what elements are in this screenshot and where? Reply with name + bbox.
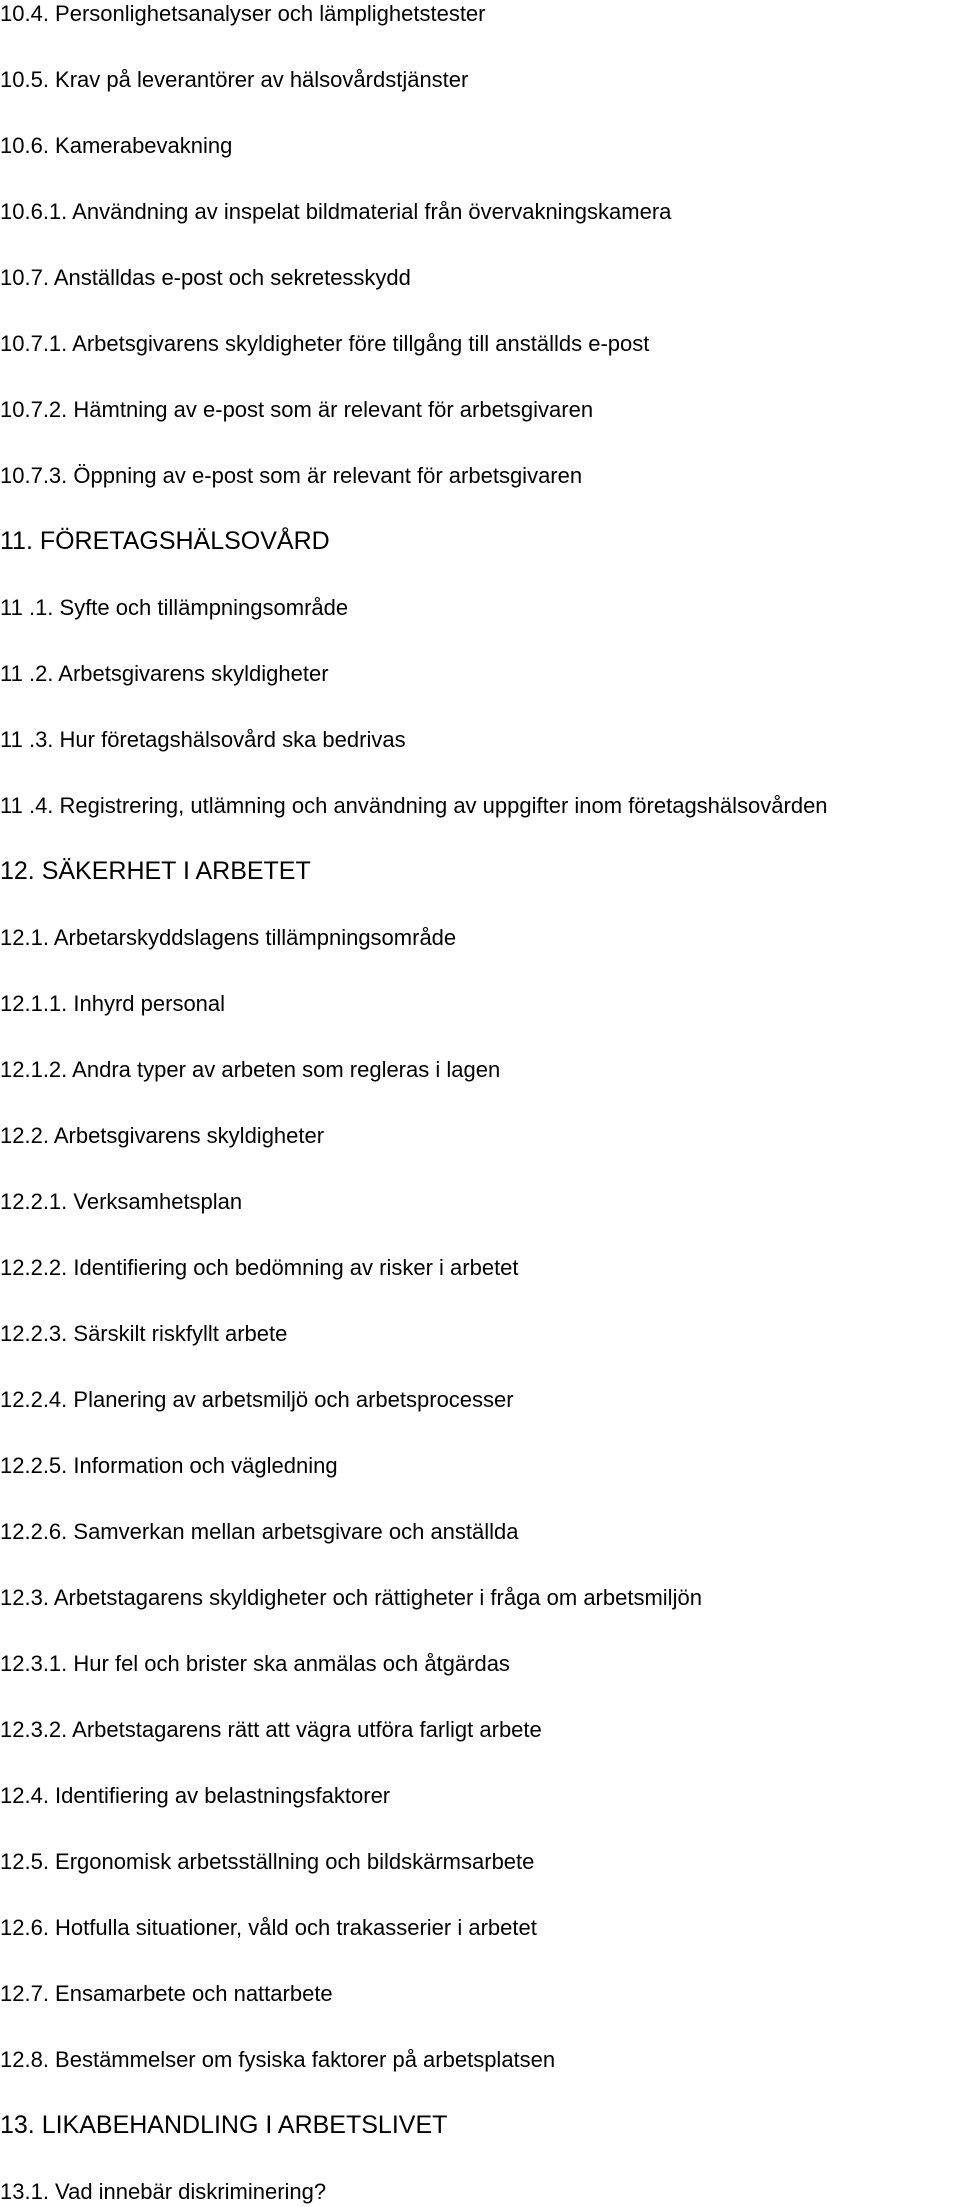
toc-entry: 12.5. Ergonomisk arbetsställning och bildskärmsarbete [0,1849,535,1874]
toc-entry: 10.6. Kamerabevakning [0,133,233,158]
toc-entry: 12.3. Arbetstagarens skyldigheter och rättigheter i fråga om arbetsmiljön [0,1585,702,1610]
toc-entry: 12.2.5. Information och vägledning [0,1453,338,1478]
toc-entry: 10.4. Personlighetsanalyser och lämplighetstester [0,1,486,26]
toc-chapter-heading: 12. SÄKERHET I ARBETET [0,857,311,885]
toc-entry: 12.4. Identifiering av belastningsfaktorer [0,1783,391,1808]
toc-chapter-heading: 11. FÖRETAGSHÄLSOVÅRD [0,527,330,555]
toc-entry: 12.8. Bestämmelser om fysiska faktorer på arbetsplatsen [0,2047,556,2072]
toc-entry: 12.3.2. Arbetstagarens rätt att vägra utföra farligt arbete [0,1717,542,1742]
toc-entry: 12.7. Ensamarbete och nattarbete [0,1981,333,2006]
toc-entry: 12.2.4. Planering av arbetsmiljö och arbetsprocesser [0,1387,514,1412]
toc-entry: 12.1.2. Andra typer av arbeten som regleras i lagen [0,1057,501,1082]
toc-entry: 12.1.1. Inhyrd personal [0,991,226,1016]
toc-entry: 12.6. Hotfulla situationer, våld och trakasserier i arbetet [0,1915,537,1940]
toc-entry: 10.7.1. Arbetsgivarens skyldigheter före tillgång till anställds e-post [0,331,650,356]
toc-entry: 10.7.2. Hämtning av e-post som är relevant för arbetsgivaren [0,397,594,422]
toc-entry: 10.6.1. Användning av inspelat bildmaterial från övervakningskamera [0,199,672,224]
toc-entry: 12.1. Arbetarskyddslagens tillämpningsområde [0,925,457,950]
toc-entry: 12.2. Arbetsgivarens skyldigheter [0,1123,325,1148]
toc-entry: 11 .1. Syfte och tillämpningsområde [0,595,349,620]
toc-entry: 12.2.6. Samverkan mellan arbetsgivare och anställda [0,1519,519,1544]
toc-entry: 13.1. Vad innebär diskriminering? [0,2179,327,2204]
toc-entry: 11 .4. Registrering, utlämning och användning av uppgifter inom företagshälsovården [0,793,828,818]
toc-entry: 10.7.3. Öppning av e-post som är relevant för arbetsgivaren [0,463,583,488]
toc-entry: 12.3.1. Hur fel och brister ska anmälas och åtgärdas [0,1651,510,1676]
toc-entry: 10.5. Krav på leverantörer av hälsovårdstjänster [0,67,469,92]
toc-entry: 12.2.3. Särskilt riskfyllt arbete [0,1321,288,1346]
toc-entry: 10.7. Anställdas e-post och sekretesskydd [0,265,411,290]
toc-entry: 12.2.1. Verksamhetsplan [0,1189,243,1214]
toc-entry: 11 .2. Arbetsgivarens skyldigheter [0,661,329,686]
toc-entry: 11 .3. Hur företagshälsovård ska bedrivas [0,727,406,752]
toc-chapter-heading: 13. LIKABEHANDLING I ARBETSLIVET [0,2111,448,2139]
toc-entry: 12.2.2. Identifiering och bedömning av risker i arbetet [0,1255,519,1280]
